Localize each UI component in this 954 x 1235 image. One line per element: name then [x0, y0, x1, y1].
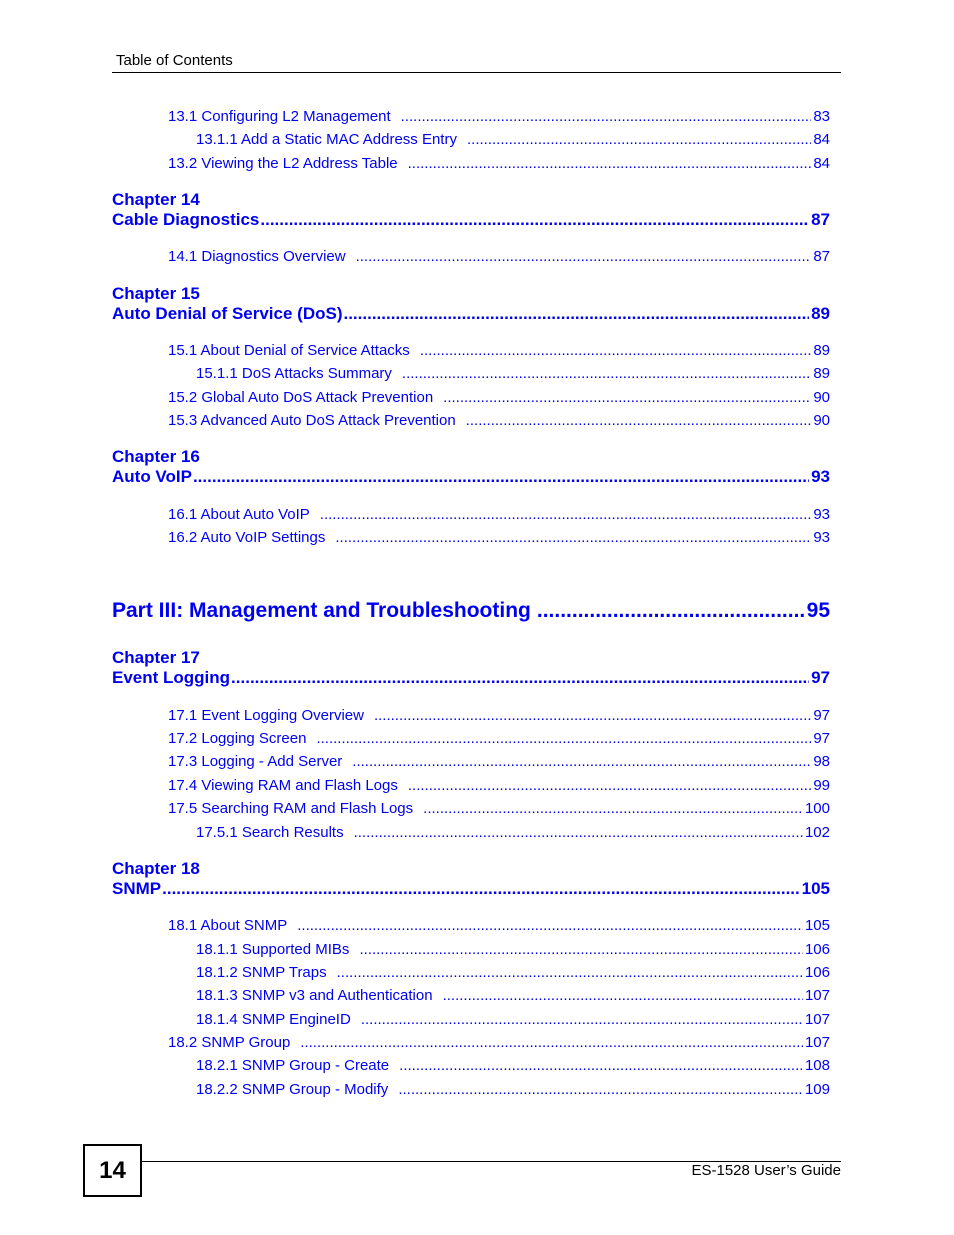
- toc-entry-page: 99: [813, 777, 830, 794]
- toc-entry-page: 109: [804, 1081, 830, 1098]
- dot-leader: [300, 1033, 803, 1053]
- dot-leader: [231, 667, 809, 689]
- dot-leader: [193, 466, 809, 488]
- toc-entry-18-1-3[interactable]: [196, 986, 830, 1006]
- toc-entry-15-1[interactable]: [168, 341, 830, 361]
- toc-entry-label: 18.1.4 SNMP EngineID: [196, 1011, 351, 1028]
- dot-leader: [402, 364, 811, 384]
- guide-title: ES-1528 User’s Guide: [691, 1162, 841, 1179]
- dot-leader: [337, 963, 803, 983]
- dot-leader: [352, 752, 811, 772]
- toc-entry-label: 17.1 Event Logging Overview: [168, 707, 364, 724]
- toc-entry-17-4[interactable]: [168, 776, 830, 796]
- toc-entry-17-3[interactable]: [168, 752, 830, 772]
- toc-entry-label: 18.2.1 SNMP Group - Create: [196, 1057, 390, 1074]
- toc-entry-label: 18.1.2 SNMP Traps: [196, 964, 327, 981]
- dot-leader: [162, 878, 800, 900]
- chapter-title: Cable Diagnostics: [112, 210, 260, 229]
- chapter-title: Auto Denial of Service (DoS): [112, 304, 343, 323]
- toc-entry-label: 15.2 Global Auto DoS Attack Prevention: [168, 389, 434, 406]
- toc-entry-label: 18.1.3 SNMP v3 and Authentication: [196, 987, 433, 1004]
- chapter-14-number[interactable]: Chapter 14: [112, 190, 200, 209]
- page-number: 14: [99, 1156, 126, 1184]
- dot-leader: [537, 597, 805, 625]
- toc-entry-page: 84: [813, 155, 830, 172]
- toc-entry-15-3[interactable]: [168, 411, 830, 431]
- chapter-title: Event Logging: [112, 668, 231, 687]
- toc-entry-label: 15.1 About Denial of Service Attacks: [168, 342, 410, 359]
- dot-leader: [343, 303, 809, 325]
- page-number-box: [83, 1144, 142, 1197]
- chapter-page: 105: [801, 879, 830, 898]
- toc-entry-label: 16.2 Auto VoIP Settings: [168, 529, 326, 546]
- running-header: Table of Contents: [116, 52, 233, 69]
- toc-entry-label: 16.1 About Auto VoIP: [168, 506, 310, 523]
- toc-entry-label: 18.2 SNMP Group: [168, 1034, 291, 1051]
- toc-entry-page: 105: [804, 917, 830, 934]
- toc-entry-page: 98: [813, 753, 830, 770]
- dot-leader: [356, 247, 812, 267]
- toc-entry-page: 106: [804, 964, 830, 981]
- toc-entry-label: 18.1 About SNMP: [168, 917, 288, 934]
- toc-entry-page: 97: [813, 707, 830, 724]
- toc-entry-17-2[interactable]: [168, 729, 830, 749]
- toc-entry-page: 90: [813, 389, 830, 406]
- chapter-title: SNMP: [112, 879, 162, 898]
- toc-entry-15-2[interactable]: [168, 388, 830, 408]
- toc-entry-18-1-1[interactable]: [196, 940, 830, 960]
- toc-chapter-17[interactable]: [112, 667, 830, 689]
- chapter-title: Auto VoIP: [112, 467, 192, 486]
- toc-entry-page: 108: [804, 1057, 830, 1074]
- toc-entry-label: 17.2 Logging Screen: [168, 730, 307, 747]
- toc-entry-16-1[interactable]: [168, 505, 830, 525]
- toc-entry-13-1-1[interactable]: [196, 130, 830, 150]
- dot-leader: [467, 130, 811, 150]
- dot-leader: [420, 341, 812, 361]
- dot-leader: [359, 940, 803, 960]
- part-page: 95: [806, 599, 830, 622]
- toc-entry-15-1-1[interactable]: [196, 364, 830, 384]
- toc-entry-page: 107: [804, 1034, 830, 1051]
- toc-entry-page: 106: [804, 941, 830, 958]
- dot-leader: [316, 729, 811, 749]
- header-rule: [112, 72, 841, 73]
- dot-leader: [423, 799, 803, 819]
- toc-entry-18-1-2[interactable]: [196, 963, 830, 983]
- toc-entry-label: 15.3 Advanced Auto DoS Attack Prevention: [168, 412, 456, 429]
- dot-leader: [443, 388, 811, 408]
- dot-leader: [443, 986, 803, 1006]
- toc-entry-13-1[interactable]: [168, 107, 830, 127]
- toc-entry-page: 100: [804, 800, 830, 817]
- toc-entry-18-1-4[interactable]: [196, 1010, 830, 1030]
- dot-leader: [466, 411, 812, 431]
- toc-entry-page: 97: [813, 730, 830, 747]
- toc-entry-18-2[interactable]: [168, 1033, 830, 1053]
- toc-entry-page: 84: [813, 131, 830, 148]
- toc-entry-label: 17.5.1 Search Results: [196, 824, 344, 841]
- dot-leader: [361, 1010, 803, 1030]
- toc-entry-page: 89: [813, 342, 830, 359]
- dot-leader: [354, 823, 803, 843]
- dot-leader: [320, 505, 812, 525]
- chapter-page: 97: [811, 668, 830, 687]
- dot-leader: [399, 1056, 803, 1076]
- toc-entry-page: 87: [813, 248, 830, 265]
- toc-entry-page: 102: [804, 824, 830, 841]
- dot-leader: [401, 107, 812, 127]
- toc-chapter-14[interactable]: [112, 209, 830, 231]
- toc-entry-label: 18.1.1 Supported MIBs: [196, 941, 350, 958]
- toc-entry-page: 89: [813, 365, 830, 382]
- toc-entry-page: 107: [804, 1011, 830, 1028]
- chapter-page: 93: [811, 467, 830, 486]
- toc-entry-label: 17.5 Searching RAM and Flash Logs: [168, 800, 414, 817]
- chapter-page: 87: [811, 210, 830, 229]
- toc-part-3[interactable]: [112, 597, 830, 625]
- toc-entry-label: 13.1.1 Add a Static MAC Address Entry: [196, 131, 457, 148]
- chapter-page: 89: [811, 304, 830, 323]
- toc-chapter-15[interactable]: [112, 303, 830, 325]
- dot-leader: [408, 154, 812, 174]
- toc-entry-page: 107: [804, 987, 830, 1004]
- toc-entry-label: 17.3 Logging - Add Server: [168, 753, 343, 770]
- dot-leader: [398, 1080, 803, 1100]
- dot-leader: [297, 916, 803, 936]
- toc-entry-page: 93: [813, 529, 830, 546]
- toc-entry-label: 15.1.1 DoS Attacks Summary: [196, 365, 392, 382]
- toc-chapter-16[interactable]: [112, 466, 830, 488]
- dot-leader: [335, 528, 811, 548]
- toc-entry-page: 90: [813, 412, 830, 429]
- toc-entry-17-1[interactable]: [168, 706, 830, 726]
- dot-leader: [408, 776, 811, 796]
- toc-entry-17-5[interactable]: [168, 799, 830, 819]
- toc-entry-14-1[interactable]: [168, 247, 830, 267]
- toc-entry-page: 83: [813, 108, 830, 125]
- toc-entry-label: 13.1 Configuring L2 Management: [168, 108, 391, 125]
- chapter-18-number[interactable]: Chapter 18: [112, 859, 200, 878]
- chapter-16-number[interactable]: Chapter 16: [112, 447, 200, 466]
- toc-entry-17-5-1[interactable]: [196, 823, 830, 843]
- toc-entry-label: 13.2 Viewing the L2 Address Table: [168, 155, 398, 172]
- toc-entry-16-2[interactable]: [168, 528, 830, 548]
- toc-entry-label: 17.4 Viewing RAM and Flash Logs: [168, 777, 398, 794]
- chapter-17-number[interactable]: Chapter 17: [112, 648, 200, 667]
- dot-leader: [374, 706, 811, 726]
- toc-entry-18-2-2[interactable]: [196, 1080, 830, 1100]
- part-title: Part III: Management and Troubleshooting: [112, 599, 531, 622]
- toc-entry-13-2[interactable]: [168, 154, 830, 174]
- toc-entry-label: 14.1 Diagnostics Overview: [168, 248, 346, 265]
- toc-entry-18-2-1[interactable]: [196, 1056, 830, 1076]
- toc-entry-label: 18.2.2 SNMP Group - Modify: [196, 1081, 389, 1098]
- dot-leader: [260, 209, 809, 231]
- chapter-15-number[interactable]: Chapter 15: [112, 284, 200, 303]
- toc-entry-page: 93: [813, 506, 830, 523]
- toc-entry-18-1[interactable]: [168, 916, 830, 936]
- toc-chapter-18[interactable]: [112, 878, 830, 900]
